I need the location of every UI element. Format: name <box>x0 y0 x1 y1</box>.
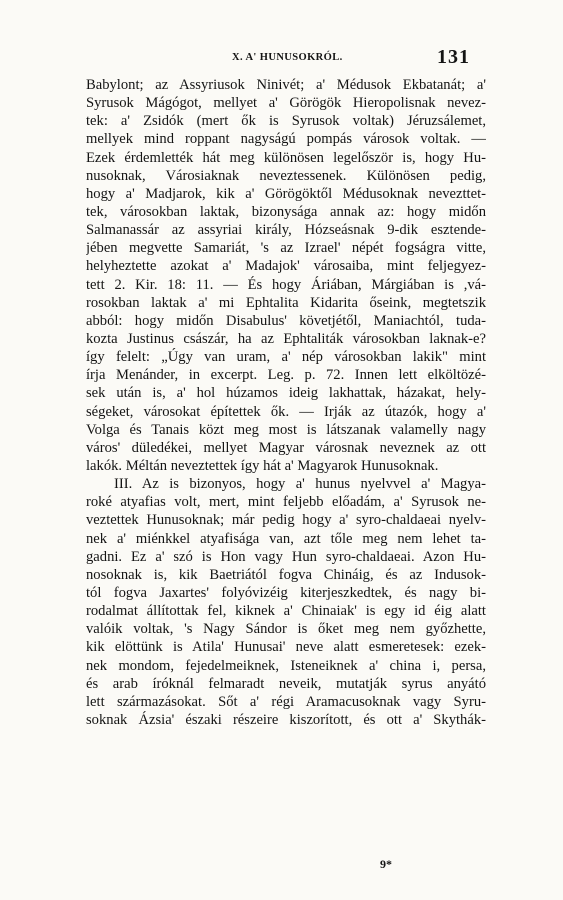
text-line: veztettek Hunusoknak; már pedig hogy a' syro-chaldaeai nyelv- <box>86 512 486 529</box>
page-number: 131 <box>437 46 470 68</box>
text-line: hogy a' Madjarok, kik a' Görögöktől Médusoknak nevezttet- <box>86 185 486 202</box>
text-line: sek után is, a' hol húzamos ideig lakhattak, házakat, hely- <box>86 385 486 402</box>
text-line: lakók. Méltán neveztettek így hát a' Magyarok Hunusoknak. <box>86 457 439 474</box>
text-line: nusoknak, Városiaknak neveztessenek. Különösen pedig, <box>86 167 486 184</box>
text-line: város' düledékei, mellyet Magyar városnak neveznek az ott <box>86 439 486 456</box>
text-line: tól fogva Jaxartes' folyóvizéig kiterjeszkedtek, és nagy bi- <box>86 584 486 601</box>
text-line: Ezek érdemlették hát meg különösen legelőször is, hogy Hu- <box>86 149 486 166</box>
text-line: Volga és Tanais közt meg most is látszanak valamelly nagy <box>86 421 486 438</box>
text-line: soknak Ázsia' északi részeire kiszorított, és ott a' Skythák- <box>86 711 486 728</box>
text-line: Syrusok Mágógot, mellyet a' Görögök Hieropolisnak nevez- <box>86 95 486 112</box>
running-head-title: X. A' HUNUSOKRÓL. <box>232 52 343 63</box>
text-line: tek: a' Zsidók (mert ők is Syrusok voltak) Jéruzsálemet, <box>86 113 486 130</box>
text-line: Babylont; az Assyriusok Ninivét; a' Médusok Ekbatanát; a' <box>86 77 486 93</box>
text-line: nek a' miénkkel atyafisága van, azt tőle meg nem lehet ta- <box>86 530 486 547</box>
text-line: kik elöttünk is Atila' Hunusai' neve alatt esmeretesek: ezek- <box>86 639 486 656</box>
text-line: nosoknak is, kik Baetriától fogva Chináig, és az Indusok- <box>86 566 486 583</box>
text-line: tek, városokban laktak, bizonysága annak az: hogy midőn <box>86 203 486 220</box>
text-line: kozta Justinus császár, ha az Ephtaliták városokban laknak-e? <box>86 330 486 347</box>
text-line: ségeket, városokat építettek ők. — Irják az útazók, hogy a' <box>86 403 486 420</box>
text-line: mellyek mind roppant nagyságú pompás városok voltak. — <box>86 131 486 148</box>
printer-signature-mark: 9* <box>380 857 392 871</box>
text-line: lett származásokat. Sőt a' régi Aramacusoknak vagy Syru- <box>86 693 486 710</box>
text-line: rodalmat állítottak fel, kiknek a' Chinaiak' is egy id éig alatt <box>86 603 486 620</box>
text-line: gadni. Ez a' szó is Hon vagy Hun syro-chaldaeai. Azon Hu- <box>86 548 486 565</box>
text-line: nek mondom, fejedelmeiknek, Isteneiknek a' china i, persa, <box>86 657 486 674</box>
text-line: Salmanassár az assyriai király, Hózseásnak 9-dik esztende- <box>86 222 486 239</box>
text-line: írja Menánder, in excerpt. Leg. p. 72. Innen lett elköltözé- <box>86 367 486 384</box>
running-head <box>0 46 563 72</box>
text-line: valóik voltak, 's Nagy Sándor is őket meg nem győzhette, <box>86 621 486 638</box>
body-text <box>86 76 486 729</box>
text-line: tett 2. Kir. 18: 11. — És hogy Áriában, Márgiában is ,vá- <box>86 276 486 293</box>
text-line: abból: hogy midőn Disabulus' követjétől, Maniachtól, tuda- <box>86 312 486 329</box>
text-line: helyheztette azokat a' Madajok' városaiba, mint feljegyez- <box>86 258 486 275</box>
text-line: így felelt: „Úgy van uram, a' nép városokban lakik" mint <box>86 349 486 366</box>
text-line: rosokban laktak a' mi Ephtalita Kidarita őseink, megtetszik <box>86 294 486 311</box>
text-line: és arab íróknál felmaradt neveik, mutatják syrus anyátó <box>86 675 486 692</box>
paragraph-start-line: III. Az is bizonyos, hogy a' hunus nyelvvel a' Magya- <box>114 476 486 493</box>
text-line: roké atyafias volt, mert, mint feljebb előadám, a' Syrusok ne- <box>86 494 486 511</box>
text-line: jében megvette Samariát, 's az Izrael' népét fogságra vitte, <box>86 240 486 257</box>
